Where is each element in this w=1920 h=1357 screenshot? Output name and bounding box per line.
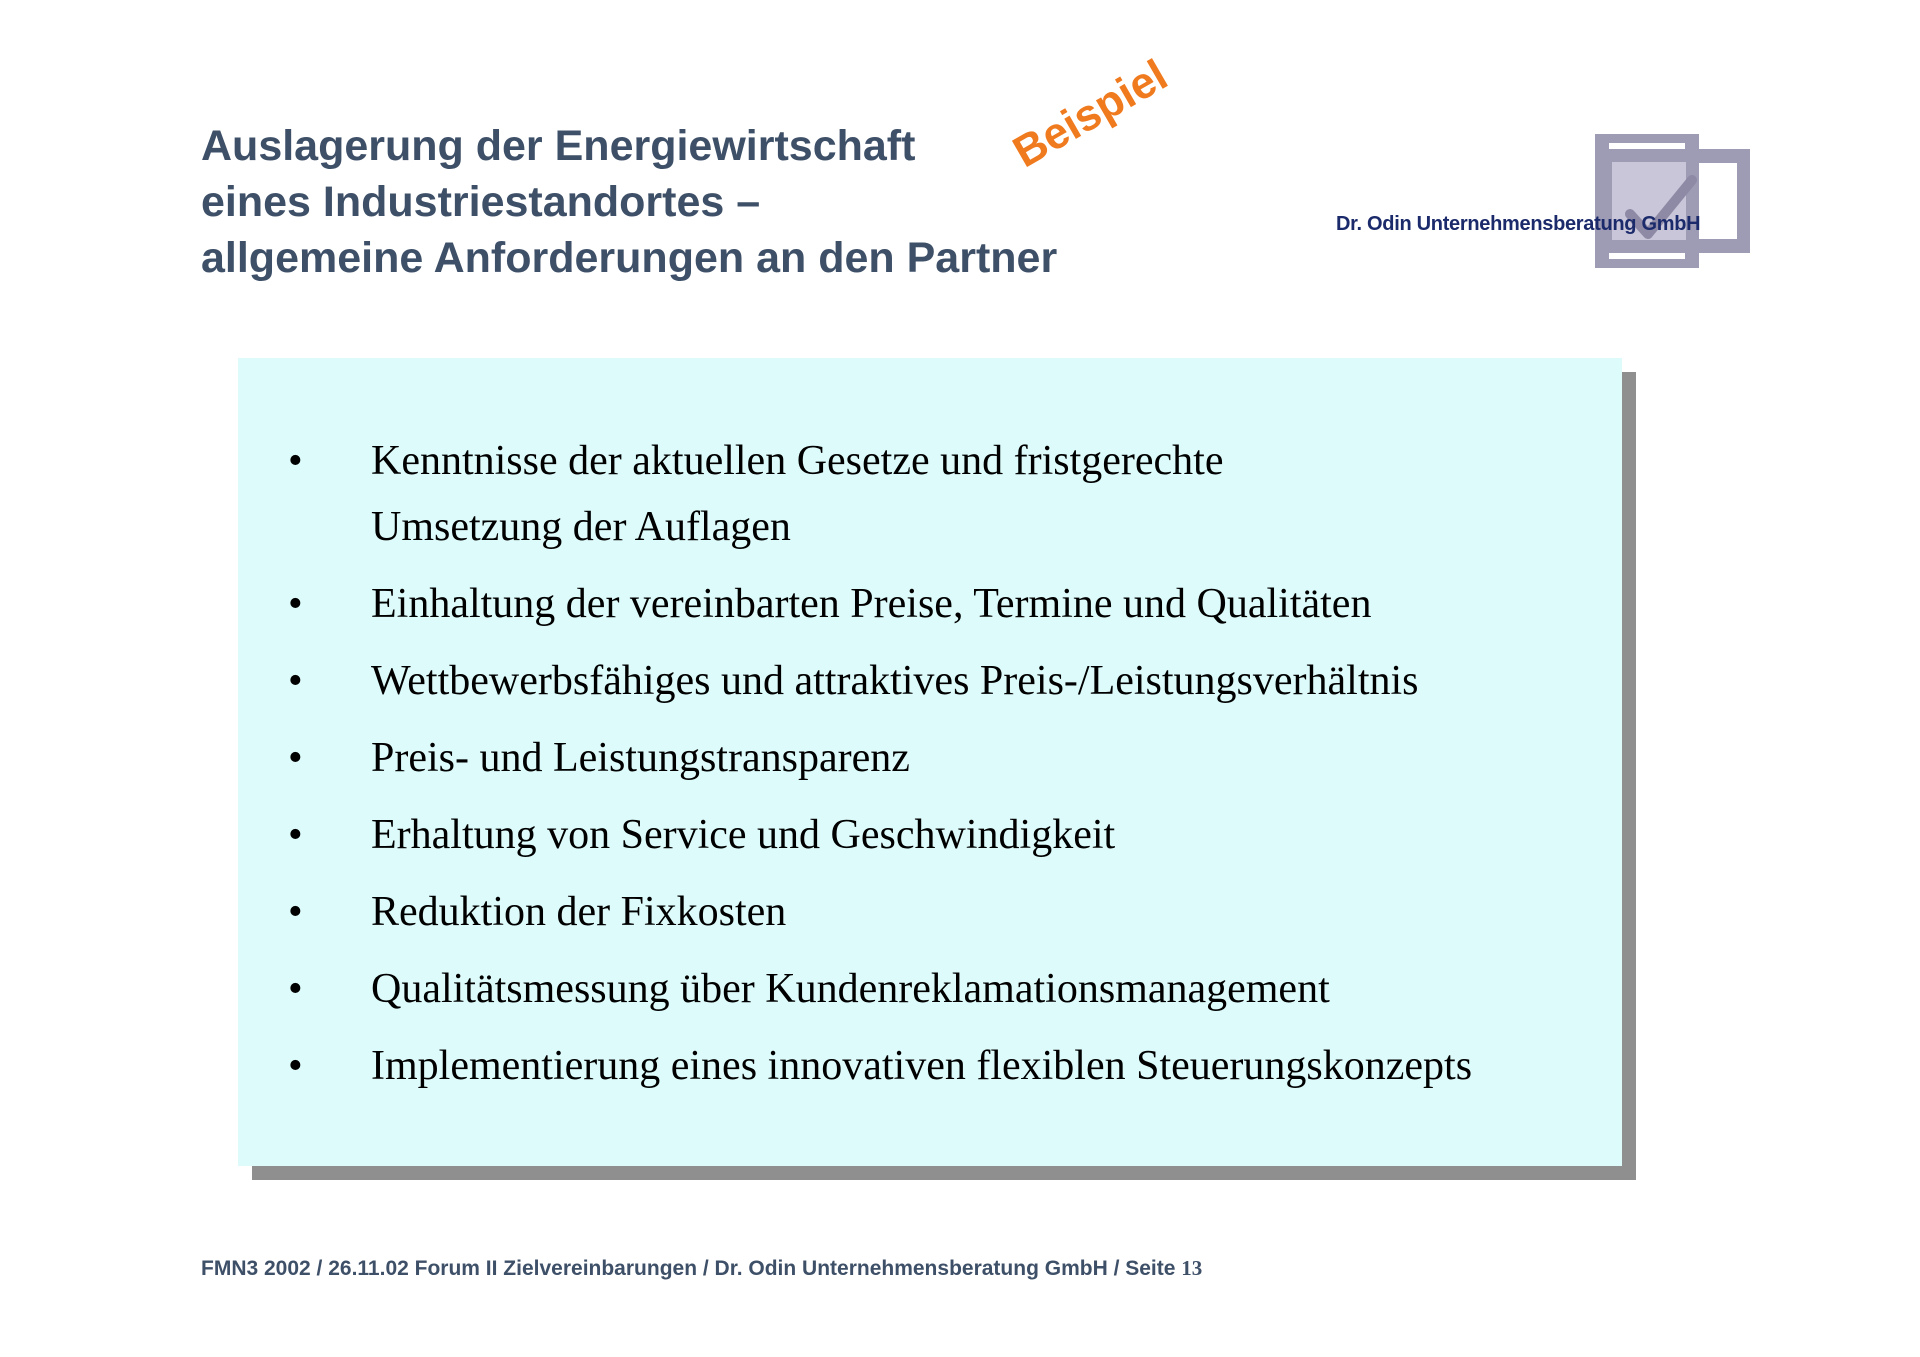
page-number: 13 <box>1181 1256 1203 1280</box>
slide-title-line-3: allgemeine Anforderungen an den Partner <box>201 234 1058 282</box>
slide-title-line-1: Auslagerung der Energiewirtschaft <box>201 122 916 170</box>
company-logo-icon <box>1330 134 1750 268</box>
bullet-text: Reduktion der Fixkosten <box>371 889 787 935</box>
bullet-text <box>371 428 1224 560</box>
bullet-text: Implementierung eines innovativen flexiblen Steuerungskonzepts <box>371 1043 1473 1089</box>
slide-title-line-2: eines Industriestandortes – <box>201 178 761 226</box>
bullet-symbol: • <box>288 658 303 704</box>
bullet-symbol: • <box>288 889 303 935</box>
bullet-symbol: • <box>288 1043 303 1089</box>
company-logo-text: Dr. Odin Unternehmensberatung GmbH <box>1336 213 1701 235</box>
footer-text: FMN3 2002 / 26.11.02 Forum II Zielvereinbarungen / Dr. Odin Unternehmensberatung GmbH / Seite <box>201 1257 1182 1280</box>
bullet-symbol: • <box>288 735 303 781</box>
content-panel <box>238 358 1622 1166</box>
bullet-text: Einhaltung der vereinbarten Preise, Termine und Qualitäten <box>371 581 1372 627</box>
bullet-text-line: Kenntnisse der aktuellen Gesetze und fristgerechte <box>371 438 1224 484</box>
bullet-symbol: • <box>288 581 303 627</box>
bullet-text: Erhaltung von Service und Geschwindigkeit <box>371 812 1116 858</box>
bullet-text-line: Umsetzung der Auflagen <box>371 504 791 550</box>
bullet-text: Wettbewerbsfähiges und attraktives Preis-/Leistungsverhältnis <box>371 658 1419 704</box>
slide-footer <box>201 1256 1202 1281</box>
bullet-text: Qualitätsmessung über Kundenreklamationsmanagement <box>371 966 1330 1012</box>
bullet-symbol: • <box>288 966 303 1012</box>
bullet-symbol: • <box>288 438 303 484</box>
bullet-text: Preis- und Leistungstransparenz <box>371 735 910 781</box>
bullet-symbol: • <box>288 812 303 858</box>
slide-title <box>201 118 1057 286</box>
example-stamp: Beispiel <box>1005 50 1176 178</box>
